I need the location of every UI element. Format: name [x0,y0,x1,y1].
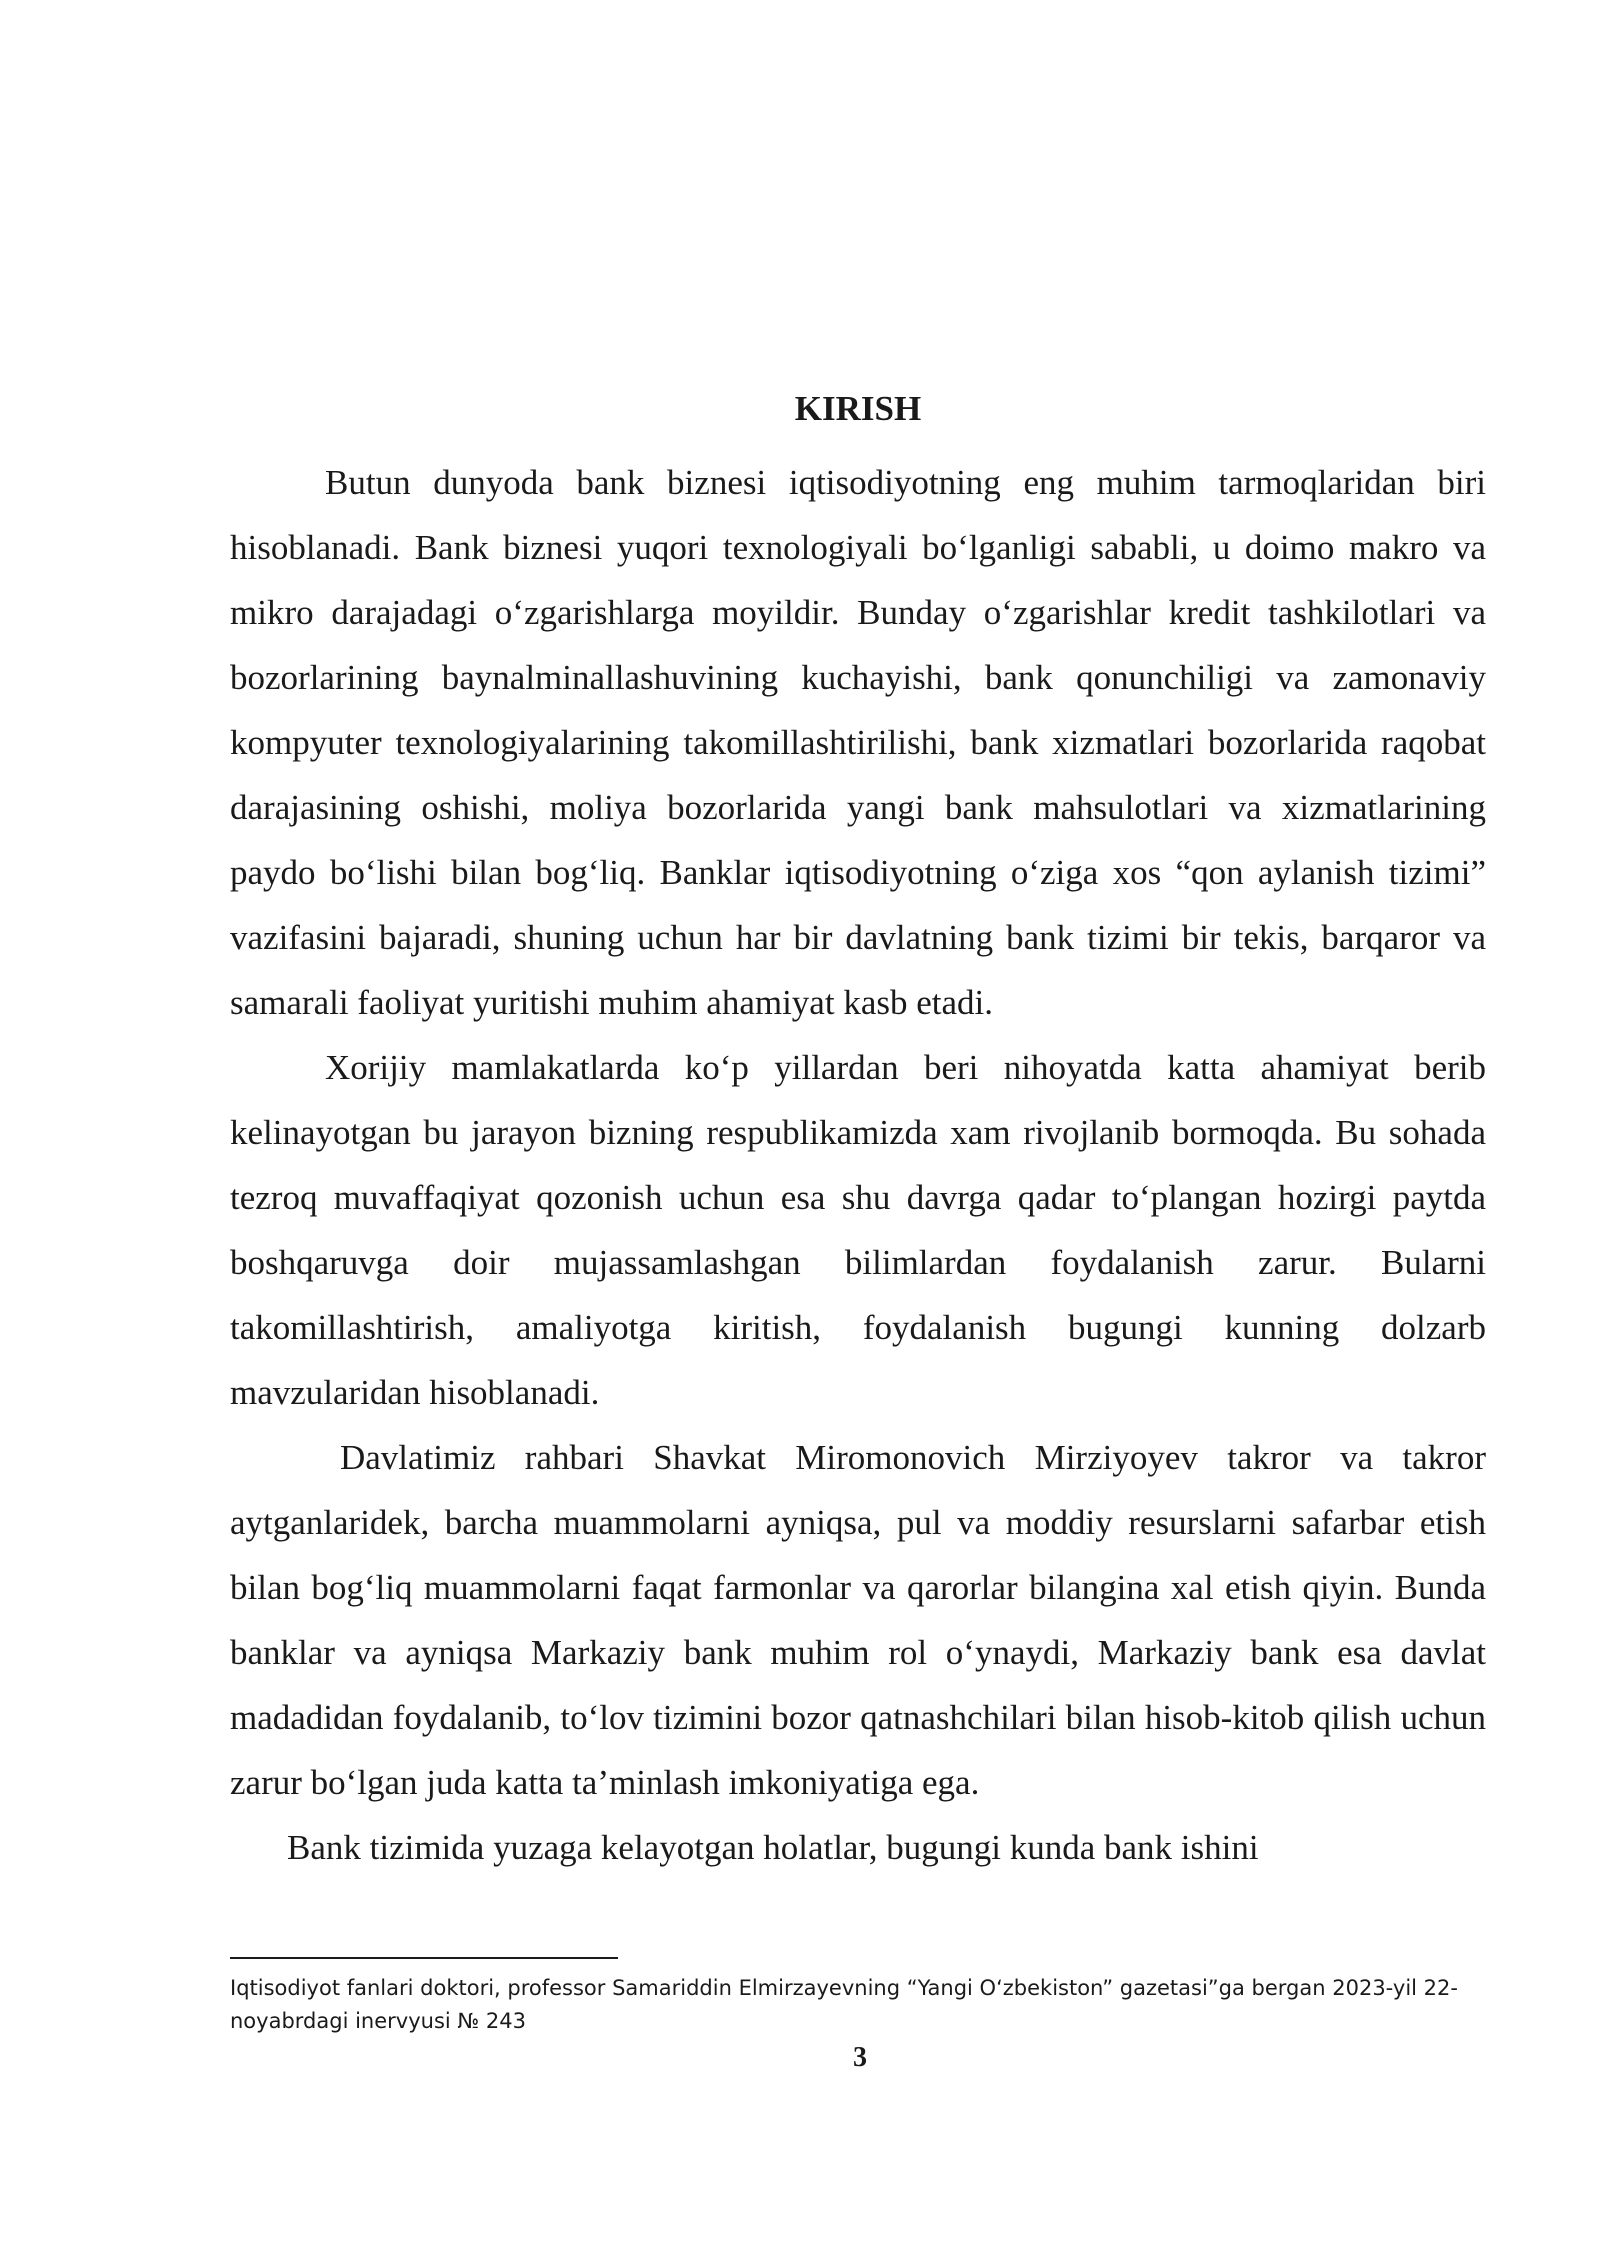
footnote: Iqtisodiyot fanlari doktori, professor Samariddin Elmirzayevning “Yangi O‘zbekiston” gazetasi”ga bergan 2023-yil 22-noyabrdagi inervyusi № 243 [230,1976,1458,2033]
body-text [230,450,1486,1880]
paragraph-4: Bank tizimida yuzaga kelayotgan holatlar, bugungi kunda bank ishini [287,1828,1259,1867]
paragraph-3: Davlatimiz rahbari Shavkat Miromonovich Mirziyoyev takror va takror aytganlaridek, barcha muammolarni ayniqsa, pul va moddiy resurslarni safarbar etish bilan bog‘liq muammolarni faqat farmonlar va qarorlar bilangina xal etish qiyin. Bunda banklar va ayniqsa Markaziy bank muhim rol o‘ynaydi, Markaziy bank esa davlat madadidan foydalanib, to‘lov tizimini bozor qatnashchilari bilan hisob-kitob qilish uchun zarur bo‘lgan juda katta ta’minlash imkoniyatiga ega. [230,1438,1486,1802]
page-number: 3 [853,2042,867,2073]
section-heading: KIRISH [794,389,922,428]
paragraph-1: Butun dunyoda bank biznesi iqtisodiyotning eng muhim tarmoqlaridan biri hisoblanadi. Bank biznesi yuqori texnologiyali bo‘lganligi sababli, u doimo makro va mikro darajadagi o‘zgarishlarga moyildir. Bunday o‘zgarishlar kredit tashkilotlari va bozorlarining baynalminallashuvining kuchayishi, bank qonunchiligi va zamonaviy kompyuter texnologiyalarining takomillashtirilishi, bank xizmatlari bozorlarida raqobat darajasining oshishi, moliya bozorlarida yangi bank mahsulotlari va xizmatlarining paydo bo‘lishi bilan bog‘liq. Banklar iqtisodiyotning o‘ziga xos “qon aylanish tizimi” vazifasini bajaradi, shuning uchun har bir davlatning bank tizimi bir tekis, barqaror va samarali faoliyat yuritishi muhim ahamiyat kasb etadi. [230,463,1486,1022]
paragraph-2: Xorijiy mamlakatlarda ko‘p yillardan beri nihoyatda katta ahamiyat berib kelinayotgan bu jarayon bizning respublikamizda xam rivojlanib bormoqda. Bu sohada tezroq muvaffaqiyat qozonish uchun esa shu davrga qadar to‘plangan hozirgi paytda boshqaruvga doir mujassamlashgan bilimlardan foydalanish zarur. Bularni takomillashtirish, amaliyotga kiritish, foydalanish bugungi kunning dolzarb mavzularidan hisoblanadi. [230,1048,1486,1412]
footnote-separator [230,1957,618,1959]
